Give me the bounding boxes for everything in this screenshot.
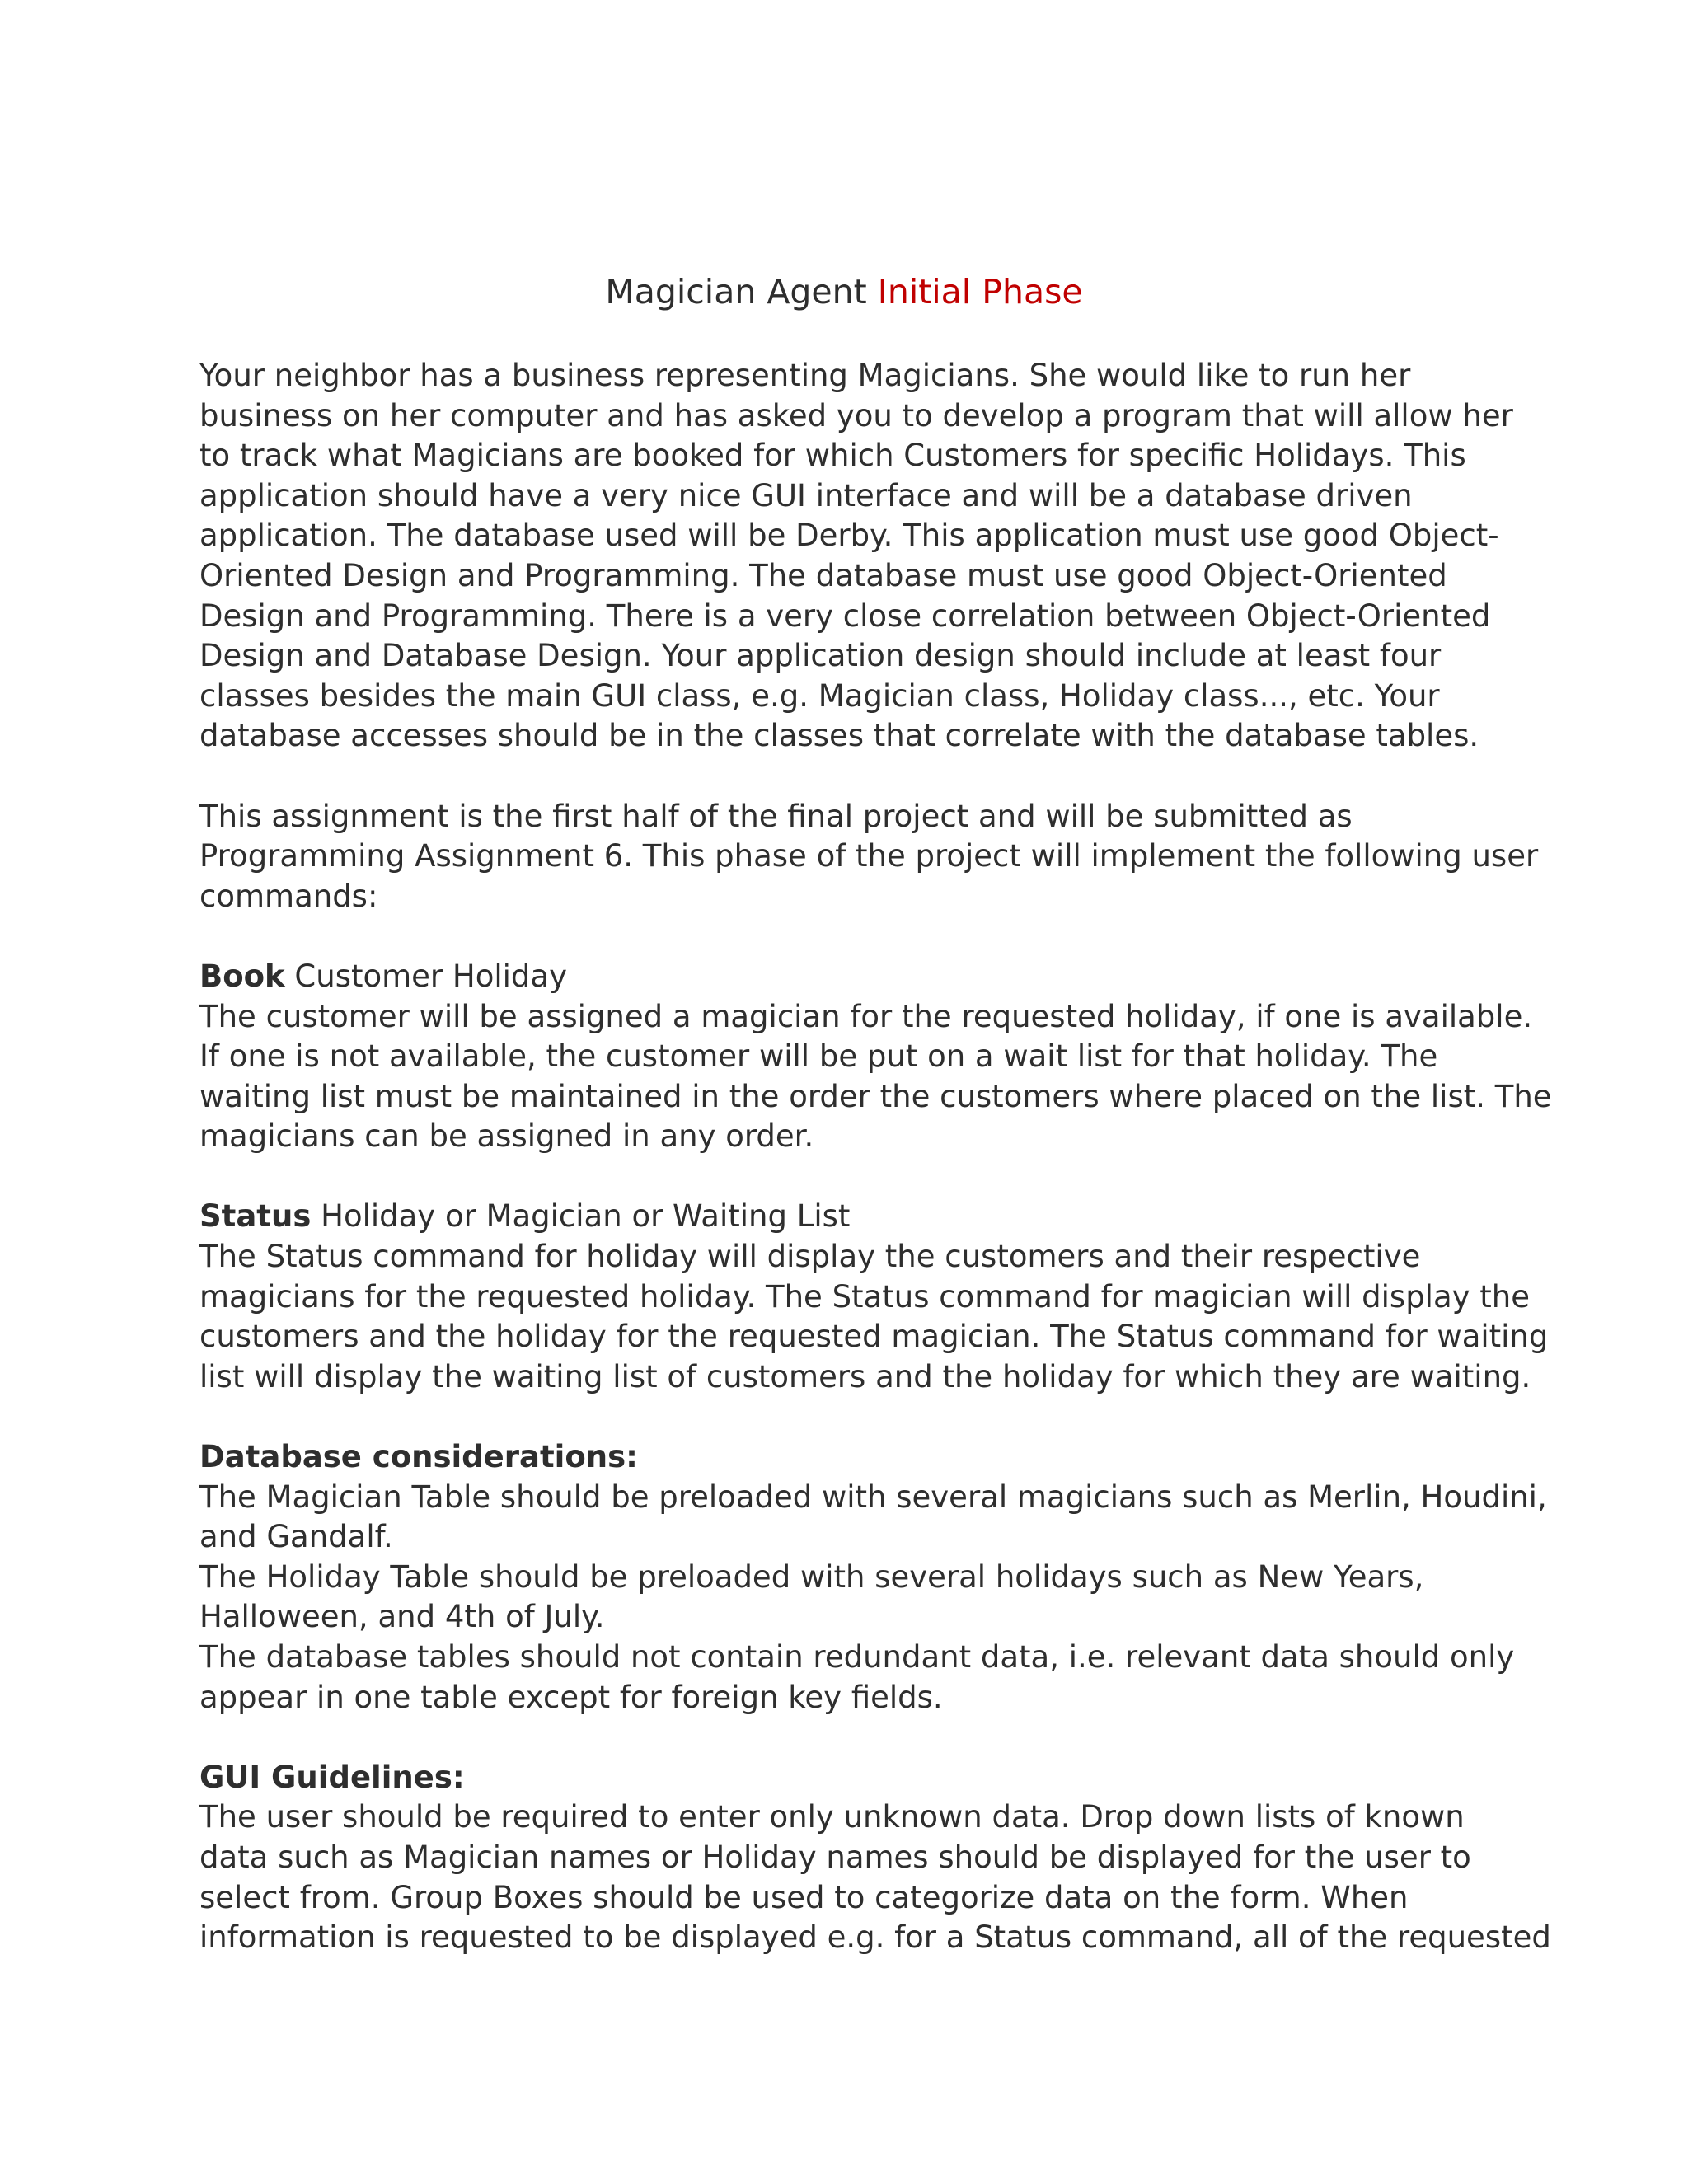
status-line: magicians for the requested holiday. The Status command for magician will display the: [199, 1278, 1531, 1315]
book-heading-bold: Book: [199, 958, 285, 994]
assignment-line: Programming Assignment 6. This phase of the project will implement the following user: [199, 838, 1539, 874]
gui-section: [199, 1758, 1551, 1958]
gui-heading: GUI Guidelines:: [199, 1759, 465, 1795]
gui-line: select from. Group Boxes should be used to categorize data on the form. When: [199, 1879, 1409, 1915]
intro-line: Design and Database Design. Your application design should include at least four: [199, 638, 1442, 674]
book-line: If one is not available, the customer will be put on a wait list for that holiday. The: [199, 1038, 1438, 1075]
paragraph-gap: [199, 1397, 1526, 1437]
assignment-paragraph: [199, 797, 1539, 917]
status-heading-bold: Status: [199, 1198, 312, 1235]
gui-line: data such as Magician names or Holiday names should be displayed for the user to: [199, 1839, 1471, 1875]
intro-line: Oriented Design and Programming. The database must use good Object-Oriented: [199, 557, 1447, 593]
paragraph-gap: [199, 757, 1526, 797]
intro-line: classes besides the main GUI class, e.g. Magician class, Holiday class..., etc. Your: [199, 677, 1440, 714]
database-line: and Gandalf.: [199, 1519, 393, 1555]
intro-line: database accesses should be in the classes that correlate with the database tables.: [199, 718, 1479, 754]
book-line: waiting list must be maintained in the order the customers where placed on the list. The: [199, 1078, 1552, 1114]
database-line: The database tables should not contain redundant data, i.e. relevant data should only: [199, 1639, 1515, 1675]
document-body: [199, 356, 1552, 1958]
intro-paragraph: [199, 356, 1526, 757]
intro-line: Design and Programming. There is a very close correlation between Object-Oriented: [199, 598, 1491, 634]
paragraph-gap: [199, 1718, 1526, 1758]
database-heading: Database considerations:: [199, 1439, 638, 1475]
gui-line: information is requested to be displayed e.g. for a Status command, all of the requested: [199, 1919, 1551, 1956]
book-heading: [199, 957, 1526, 997]
status-line: list will display the waiting list of customers and the holiday for which they are waiting.: [199, 1358, 1531, 1394]
database-section: [199, 1437, 1547, 1718]
title-main: Magician Agent: [605, 272, 867, 312]
gui-line: The user should be required to enter only unknown data. Drop down lists of known: [199, 1799, 1465, 1835]
paragraph-gap: [199, 1157, 1526, 1197]
assignment-line: commands:: [199, 878, 378, 914]
database-line: The Holiday Table should be preloaded with several holidays such as New Years,: [199, 1558, 1424, 1595]
status-line: The Status command for holiday will display the customers and their respective: [199, 1239, 1421, 1275]
book-line: magicians can be assigned in any order.: [199, 1118, 814, 1155]
book-line: The customer will be assigned a magician for the requested holiday, if one is available.: [199, 998, 1533, 1034]
intro-line: application should have a very nice GUI interface and will be a database driven: [199, 477, 1413, 513]
intro-line: business on her computer and has asked you to develop a program that will allow her: [199, 397, 1513, 434]
book-section: [199, 957, 1552, 1157]
page-title: [0, 265, 1688, 318]
paragraph-gap: [199, 916, 1526, 957]
status-section: [199, 1197, 1549, 1397]
database-line: appear in one table except for foreign key fields.: [199, 1679, 943, 1715]
database-line: The Magician Table should be preloaded with several magicians such as Merlin, Houdini,: [199, 1479, 1547, 1515]
intro-line: Your neighbor has a business representing Magicians. She would like to run her: [199, 358, 1411, 393]
assignment-line: This assignment is the first half of the final project and will be submitted as: [199, 798, 1353, 834]
status-heading: [199, 1197, 1526, 1237]
database-line: Halloween, and 4th of July.: [199, 1599, 605, 1635]
title-accent: Initial Phase: [877, 272, 1083, 312]
intro-line: application. The database used will be Derby. This application must use good Object-: [199, 518, 1499, 554]
intro-line: to track what Magicians are booked for which Customers for specific Holidays. This: [199, 438, 1466, 474]
status-line: customers and the holiday for the requested magician. The Status command for waiting: [199, 1319, 1549, 1355]
status-heading-rest: Holiday or Magician or Waiting List: [311, 1198, 851, 1235]
book-heading-rest: Customer Holiday: [284, 958, 567, 994]
